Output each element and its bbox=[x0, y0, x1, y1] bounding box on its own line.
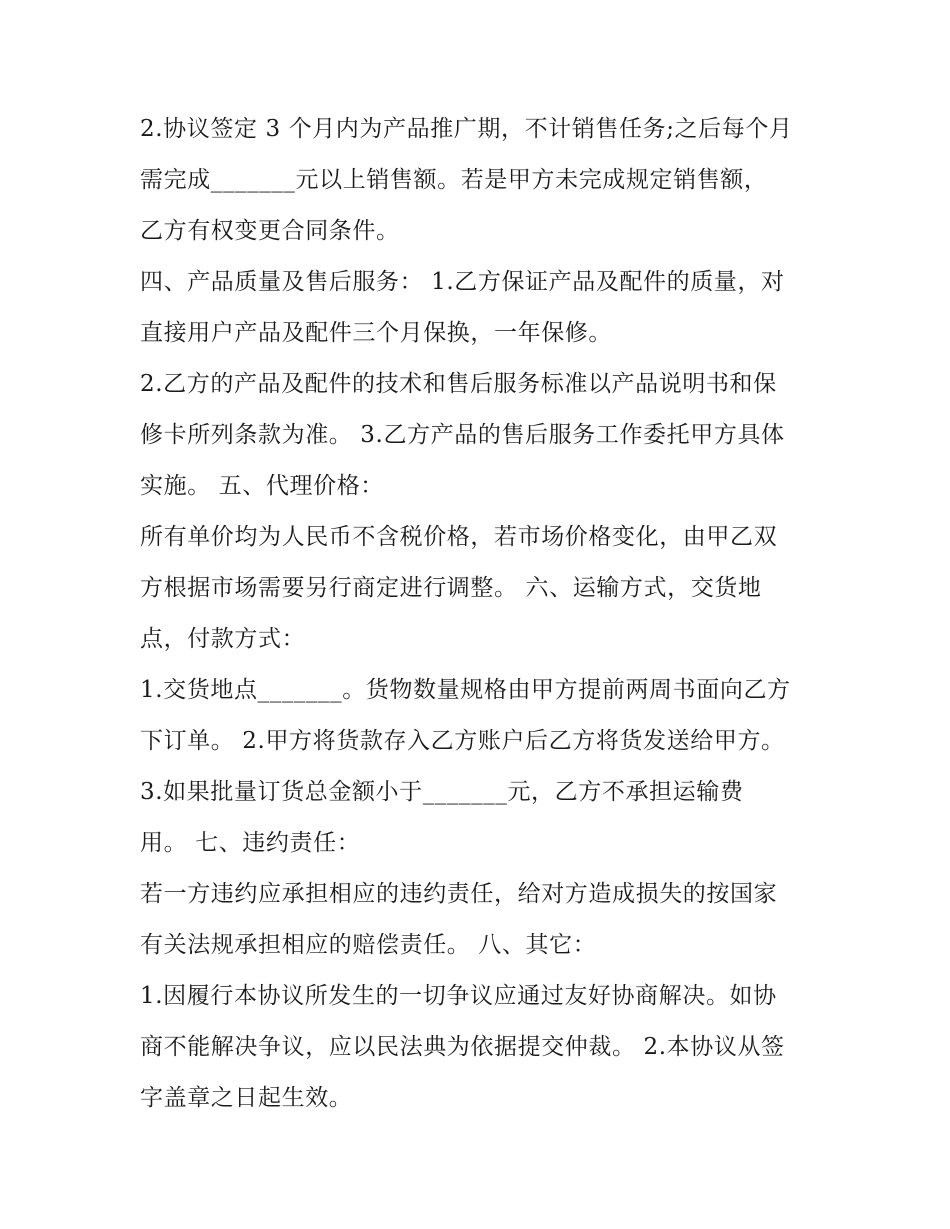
text-line: 下订单。 2.甲方将货款存入乙方账户后乙方将货发送给甲方。 bbox=[140, 728, 785, 754]
text-line: 2.乙方的产品及配件的技术和售后服务标准以产品说明书和保 bbox=[140, 371, 777, 397]
text-line: 1.交货地点_______。货物数量规格由甲方提前两周书面向乙方 bbox=[140, 677, 791, 703]
text-line: 需完成_______元以上销售额。若是甲方未完成规定销售额， bbox=[140, 167, 768, 193]
text-line: 方根据市场需要另行商定进行调整。 六、运输方式，交货地 bbox=[140, 575, 762, 601]
text-line: 用。 七、违约责任： bbox=[140, 830, 361, 856]
text-line: 直接用户产品及配件三个月保换，一年保修。 bbox=[140, 320, 612, 346]
text-line: 1.因履行本协议所发生的一切争议应通过友好协商解决。如协 bbox=[140, 983, 777, 1009]
text-line: 乙方有权变更合同条件。 bbox=[140, 218, 400, 244]
text-line: 所有单价均为人民币不含税价格，若市场价格变化，由甲乙双 bbox=[140, 524, 778, 550]
text-line: 点，付款方式： bbox=[140, 626, 306, 652]
text-line: 四、产品质量及售后服务： 1.乙方保证产品及配件的质量，对 bbox=[140, 269, 785, 295]
contract-text-block bbox=[140, 104, 820, 1124]
text-line: 2.协议签定 3 个月内为产品推广期，不计销售任务;之后每个月 bbox=[140, 116, 793, 142]
text-line: 有关法规承担相应的赔偿责任。 八、其它： bbox=[140, 932, 597, 958]
text-line: 商不能解决争议，应以民法典为依据提交仲裁。 2.本协议从签 bbox=[140, 1034, 785, 1060]
text-line: 字盖章之日起生效。 bbox=[140, 1085, 353, 1111]
text-line: 实施。 五、代理价格： bbox=[140, 473, 384, 499]
text-line: 修卡所列条款为准。 3.乙方产品的售后服务工作委托甲方具体 bbox=[140, 422, 785, 448]
text-line: 若一方违约应承担相应的违约责任，给对方造成损失的按国家 bbox=[140, 881, 778, 907]
text-line: 3.如果批量订货总金额小于_______元，乙方不承担运输费 bbox=[140, 779, 744, 805]
